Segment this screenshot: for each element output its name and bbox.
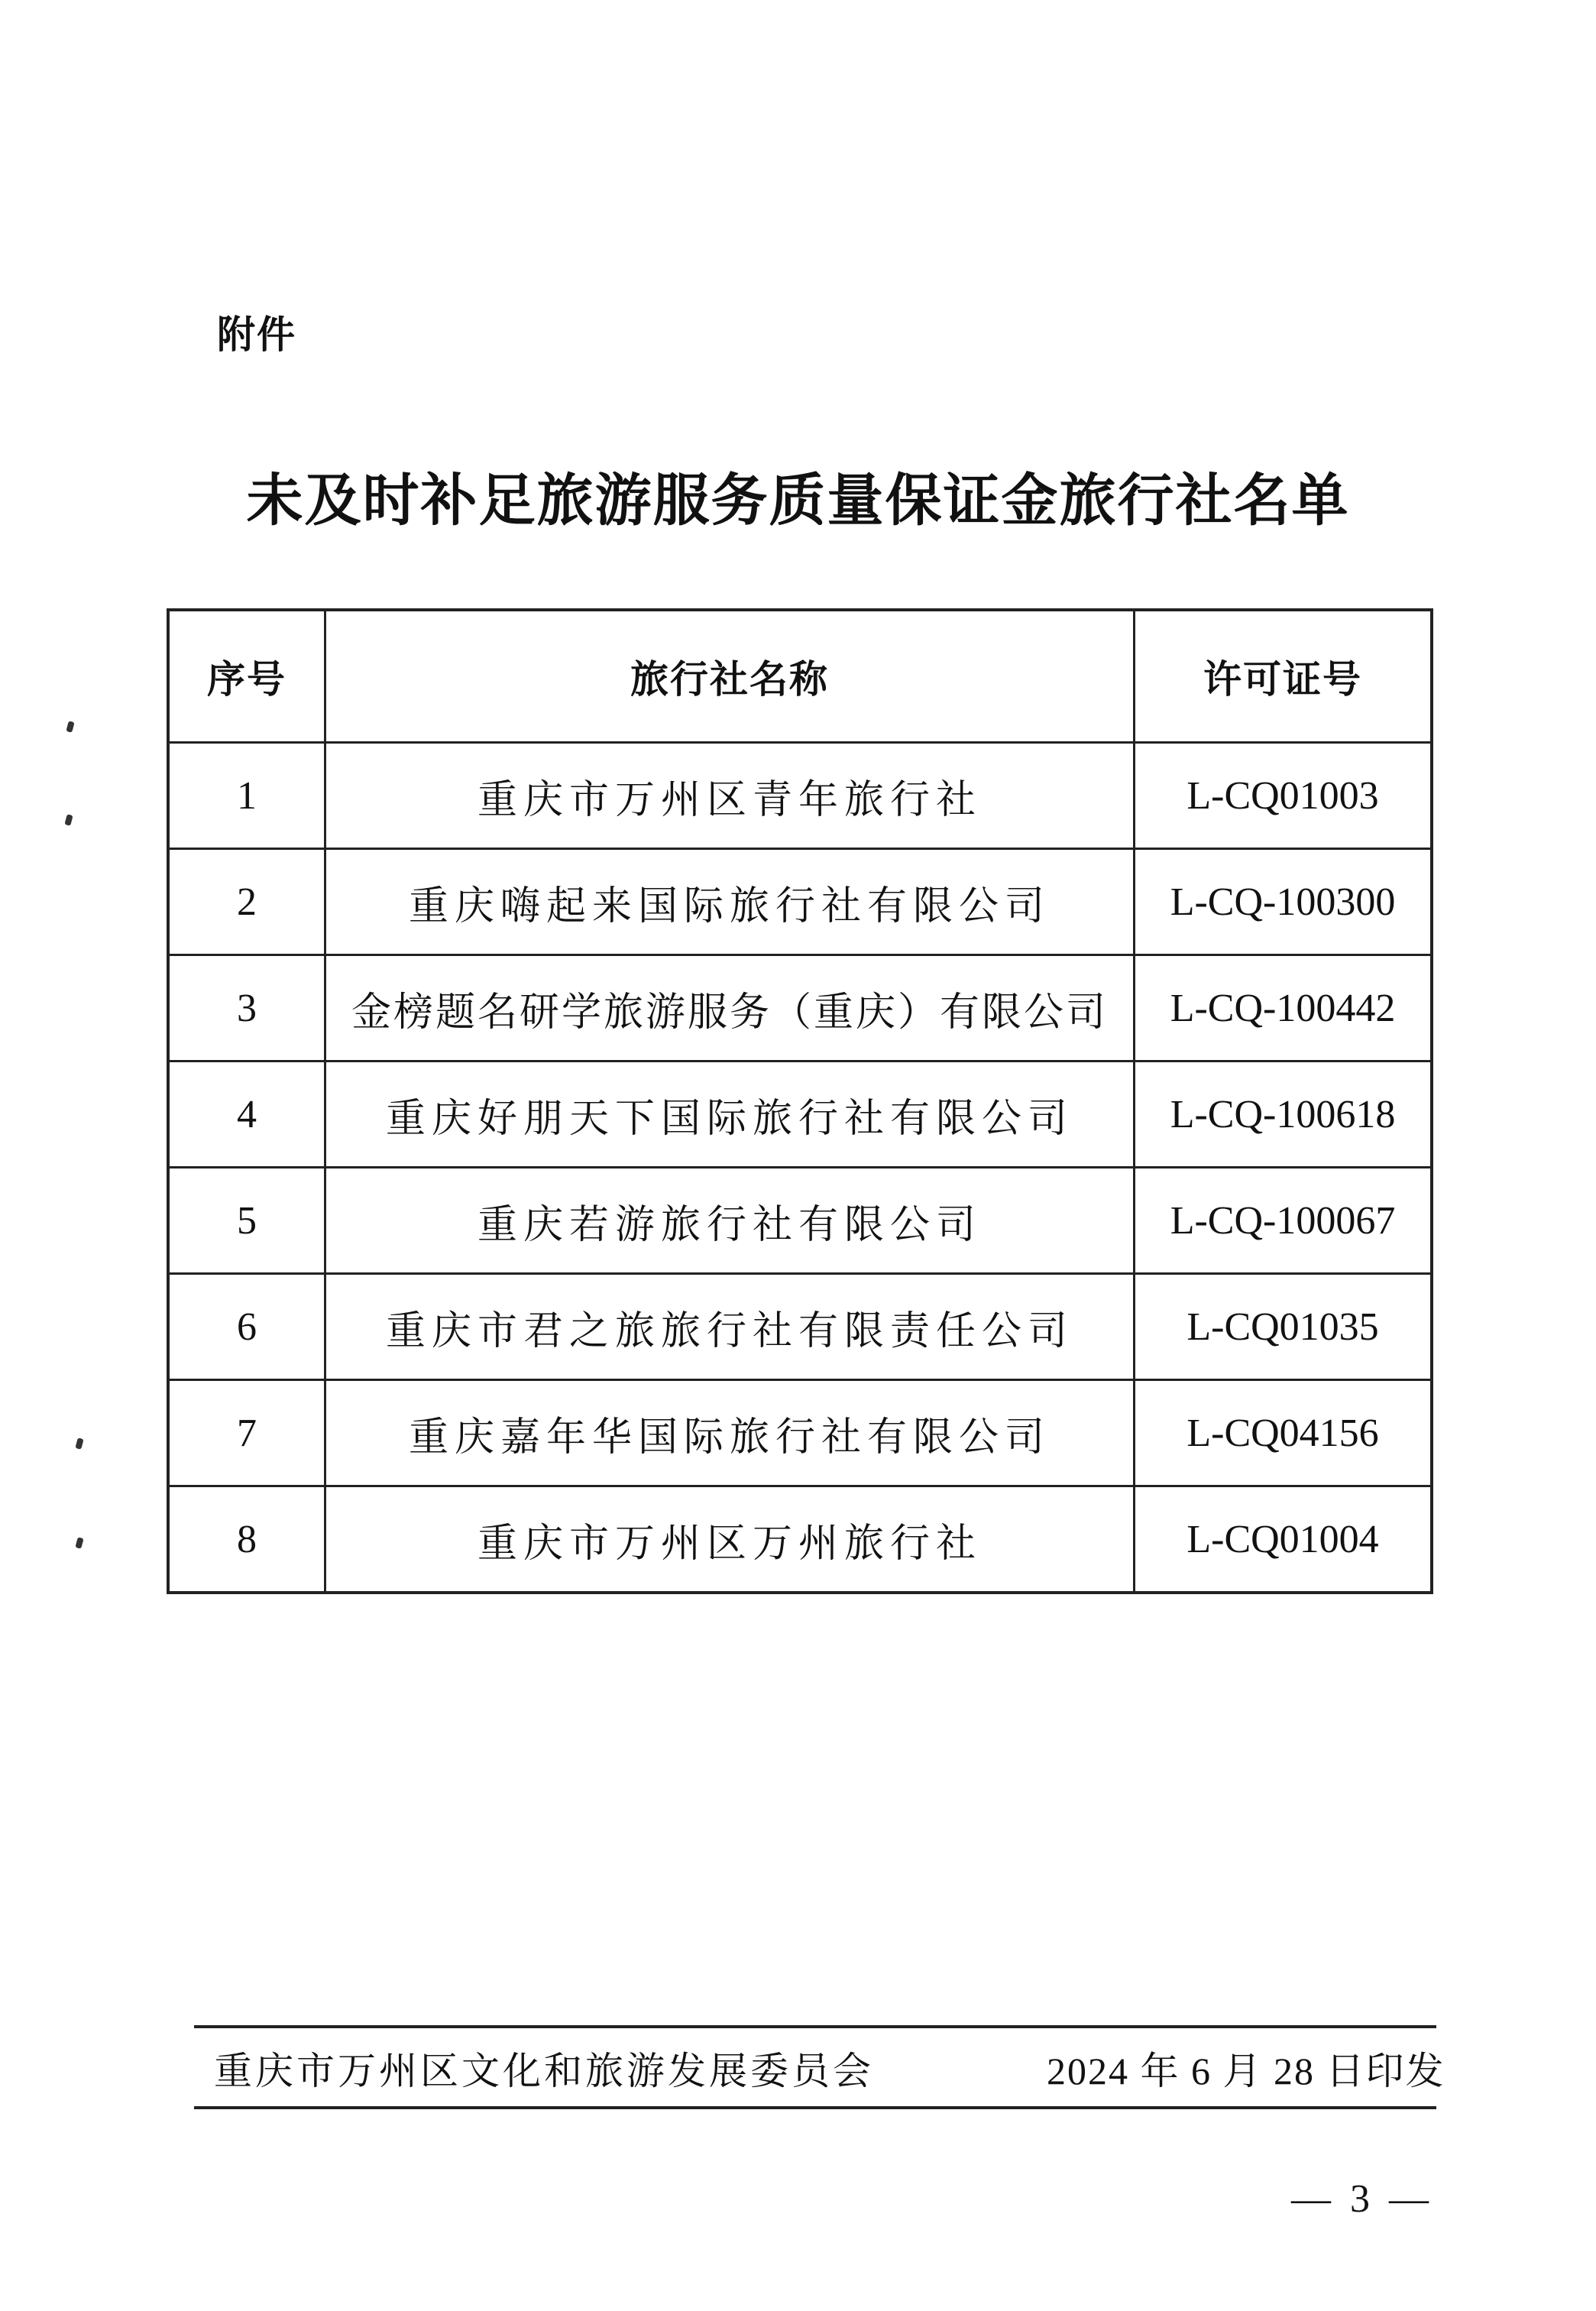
table-row [168,1062,1432,1168]
row-license: L-CQ04156 [1135,1380,1432,1486]
row-license: L-CQ-100618 [1135,1062,1432,1168]
row-license: L-CQ01003 [1135,743,1432,849]
page-title: 未及时补足旅游服务质量保证金旅行社名单 [246,468,1350,533]
row-agency-name: 重庆市万州区万州旅行社 [325,1486,1135,1593]
table-header-row [168,610,1432,743]
page-number: — 3 — [1291,2177,1433,2221]
row-no: 3 [168,955,325,1062]
row-agency-name: 重庆市万州区青年旅行社 [325,743,1135,849]
row-license: L-CQ01035 [1135,1274,1432,1380]
table-row [168,743,1432,849]
row-agency-name: 重庆嗨起来国际旅行社有限公司 [325,849,1135,955]
header-license: 许可证号 [1135,610,1432,743]
travel-agency-table [167,608,1433,1594]
binding-hole-mark [64,814,73,826]
footer-top-rule [194,2025,1436,2028]
row-agency-name: 重庆嘉年华国际旅行社有限公司 [325,1380,1135,1486]
row-license: L-CQ-100442 [1135,955,1432,1062]
table-row [168,1380,1432,1486]
row-no: 8 [168,1486,325,1593]
row-license: L-CQ-100300 [1135,849,1432,955]
table-row [168,955,1432,1062]
binding-hole-mark [75,1437,83,1450]
attachment-label: 附件 [217,313,296,357]
row-no: 4 [168,1062,325,1168]
table-row [168,1486,1432,1593]
header-name: 旅行社名称 [325,610,1135,743]
row-no: 6 [168,1274,325,1380]
table-row [168,1274,1432,1380]
row-no: 5 [168,1168,325,1274]
row-license: L-CQ01004 [1135,1486,1432,1593]
footer-issuer: 重庆市万州区文化和旅游发展委员会 [214,2049,874,2093]
binding-hole-mark [66,721,74,733]
row-agency-name: 重庆市君之旅旅行社有限责任公司 [325,1274,1135,1380]
binding-hole-mark [75,1537,83,1549]
row-no: 7 [168,1380,325,1486]
row-no: 1 [168,743,325,849]
row-agency-name: 金榜题名研学旅游服务（重庆）有限公司 [325,955,1135,1062]
footer-issue-date: 2024 年 6 月 28 日印发 [1047,2050,1445,2092]
footer-bottom-rule [194,2106,1436,2109]
row-agency-name: 重庆若游旅行社有限公司 [325,1168,1135,1274]
header-no: 序号 [168,610,325,743]
table-row [168,1168,1432,1274]
row-no: 2 [168,849,325,955]
row-agency-name: 重庆好朋天下国际旅行社有限公司 [325,1062,1135,1168]
table-row [168,849,1432,955]
row-license: L-CQ-100067 [1135,1168,1432,1274]
